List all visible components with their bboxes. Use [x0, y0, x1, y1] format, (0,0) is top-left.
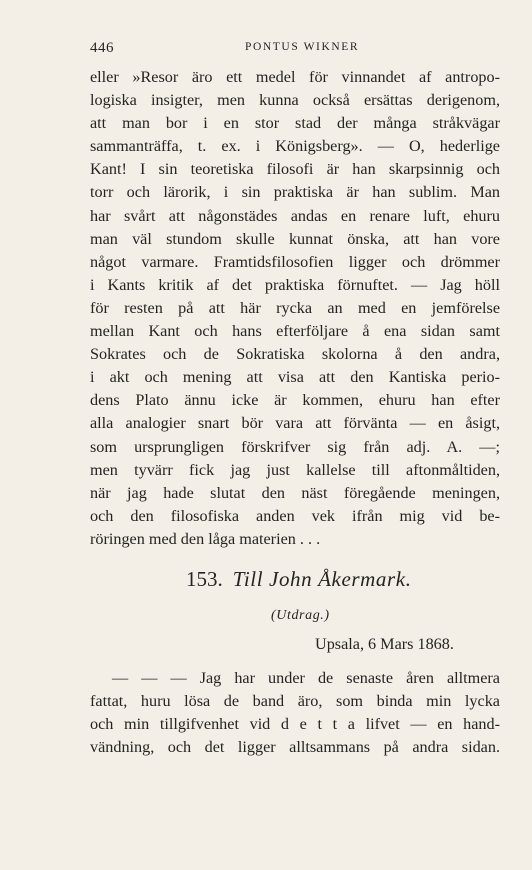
letter-heading [186, 567, 412, 592]
text-line: mellan Kant och hans efterföljare å ena sidan samt [90, 322, 500, 341]
letter-number: 153. [186, 567, 223, 591]
text-line: och den filosofiska anden vek ifrån mig vid be- [90, 506, 500, 525]
text-line: har svårt att någonstädes andas en renare luft, ehuru [90, 206, 500, 225]
text-line: för resten på att här rycka an med en jemförelse [90, 298, 500, 317]
text-line: dens Plato ännu icke är kommen, ehuru han efter [90, 391, 500, 410]
letter-paragraph [90, 667, 500, 759]
excerpt-note: (Utdrag.) [271, 608, 330, 623]
running-head: PONTUS WIKNER [245, 41, 360, 53]
text-line: logiska insigter, men kunna också ersättas derigenom, [90, 91, 500, 110]
text-line: i Kants kritik af det praktiska förnuftet. — Jag höll [90, 275, 500, 294]
page-number: 446 [90, 40, 114, 56]
text-line: och min tillgifvenhet vid d e t t a lifvet — en hand- [90, 715, 500, 734]
text-line: vändning, och det ligger alltsammans på andra sidan. [90, 738, 500, 757]
text-line: något varmare. Framtidsfilosofien ligger och drömmer [90, 252, 500, 271]
text-line: i akt och mening att visa att den Kantiska perio- [90, 368, 500, 387]
text-line: Sokrates och de Sokratiska skolorna å den andra, [90, 345, 500, 364]
text-line: att man bor i en stor stad der många stråkvägar [90, 114, 500, 133]
text-line: när jag hade slutat den näst föregående meningen, [90, 483, 500, 502]
text-line: men tyvärr fick jag just kallelse till aftonmåltiden, [90, 460, 500, 479]
body-paragraph [90, 66, 500, 551]
text-line: man väl stundom skulle kunnat önska, att han vore [90, 229, 500, 248]
text-line: fattat, huru lösa de band äro, som binda min lycka [90, 692, 500, 711]
letter-dateline: Upsala, 6 Mars 1868. [315, 635, 454, 653]
text-line: röringen med den låga materien . . . [90, 529, 321, 548]
text-line: alla analogier snart bör vara att förvänta — en åsigt, [90, 414, 500, 433]
text-line: sammanträffa, t. ex. i Königsberg». — O, hederlige [90, 137, 500, 156]
text-line: torr och lärorik, i sin praktiska är han sublim. Man [90, 183, 500, 202]
text-line: eller »Resor äro ett medel för vinnandet af antropo- [90, 68, 500, 86]
text-line: Kant! I sin teoretiska filosofi är han skarpsinnig och [90, 160, 500, 179]
text-line: som ursprungligen förskrifver sig från adj. A. —; [90, 437, 500, 456]
letter-title: Till John Åkermark. [232, 567, 412, 591]
page-header [90, 40, 500, 60]
text-line: — — — Jag har under de senaste åren alltmera [112, 669, 500, 687]
